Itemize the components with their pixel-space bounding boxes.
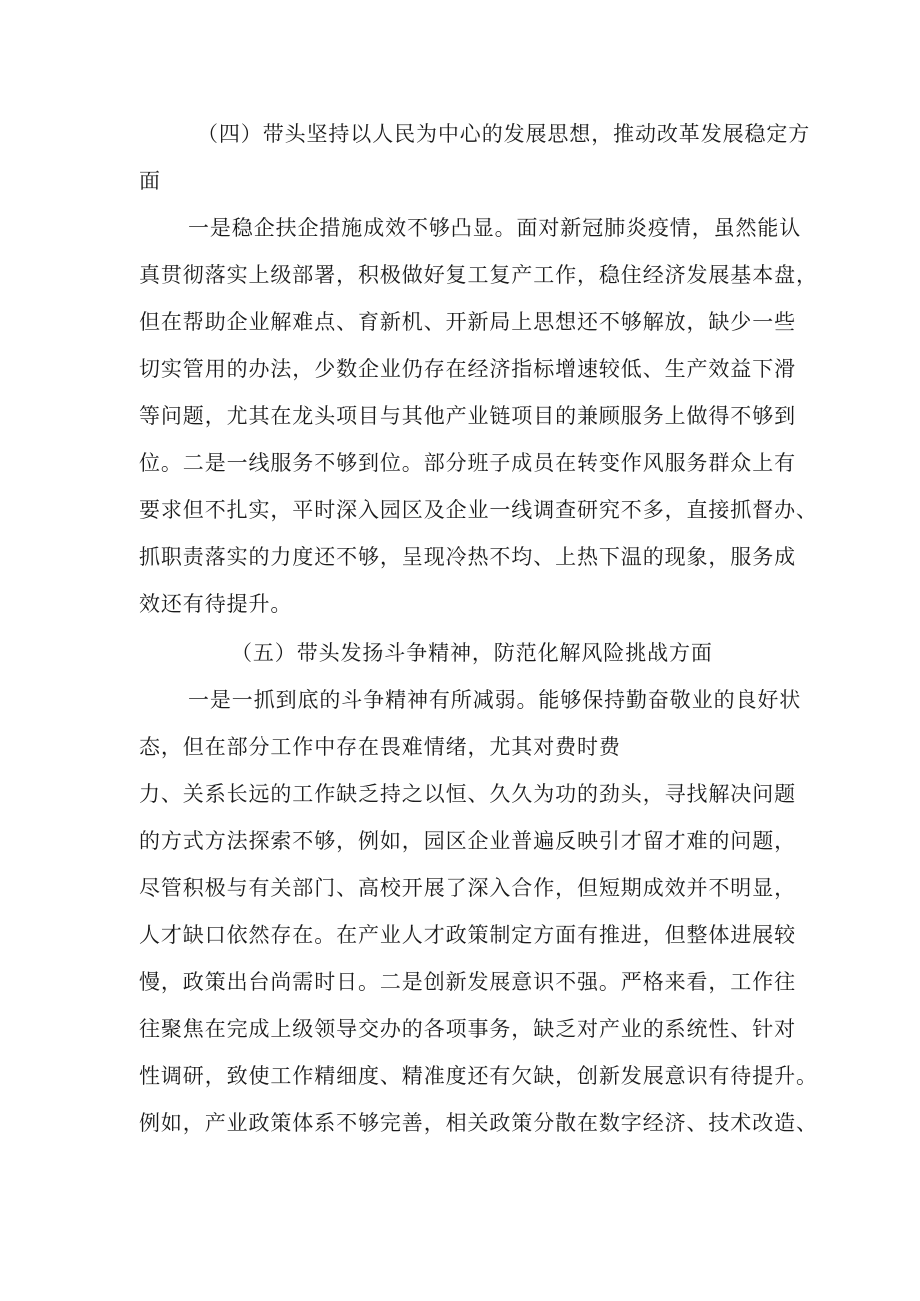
paragraph-1-line: 但在帮助企业解难点、育新机、开新局上思想还不够解放，缺少一些 — [139, 310, 796, 334]
paragraph-2-line: 力、关系长远的工作缺乏持之以恒、久久为功的劲头，寻找解决问题 — [139, 782, 796, 806]
paragraph-2-line: 性调研，致使工作精细度、精准度还有欠缺，创新发展意识有待提升。 — [139, 1064, 818, 1088]
paragraph-1-line: 等问题，尤其在龙头项目与其他产业链项目的兼顾服务上做得不够到 — [139, 404, 796, 428]
paragraph-2-line: 一是一抓到底的斗争精神有所减弱。能够保持勤奋敬业的良好状 — [188, 688, 802, 712]
paragraph-2-line: 尽管积极与有关部门、高校开展了深入合作，但短期成效并不明显， — [139, 876, 796, 900]
paragraph-1-line: 一是稳企扶企措施成效不够凸显。面对新冠肺炎疫情，虽然能认 — [188, 216, 802, 240]
paragraph-1-line: 真贯彻落实上级部署，积极做好复工复产工作，稳住经济发展基本盘， — [139, 263, 818, 287]
paragraph-2-line: 例如，产业政策体系不够完善，相关政策分散在数字经济、技术改造、 — [139, 1111, 818, 1135]
paragraph-2-line: 的方式方法探索不够，例如，园区企业普遍反映引才留才难的问题， — [139, 829, 796, 853]
paragraph-1-line: 效还有待提升。 — [139, 592, 293, 616]
section-4-heading-line-2: 面 — [139, 169, 161, 193]
paragraph-2-line: 人才缺口依然存在。在产业人才政策制定方面有推进，但整体进展较 — [139, 923, 796, 947]
section-5-heading: （五）带头发扬斗争精神，防范化解风险挑战方面 — [231, 641, 713, 665]
paragraph-1-line: 切实管用的办法，少数企业仍存在经济指标增速较低、生产效益下滑 — [139, 357, 796, 381]
paragraph-1-line: 位。二是一线服务不够到位。部分班子成员在转变作风服务群众上有 — [139, 451, 796, 475]
paragraph-1-line: 抓职责落实的力度还不够，呈现冷热不均、上热下温的现象，服务成 — [139, 545, 796, 569]
paragraph-2-line: 往聚焦在完成上级领导交办的各项事务，缺乏对产业的系统性、针对 — [139, 1017, 796, 1041]
paragraph-2-line: 慢，政策出台尚需时日。二是创新发展意识不强。严格来看，工作往 — [139, 970, 796, 994]
paragraph-2-line: 态，但在部分工作中存在畏难情绪，尤其对费时费 — [139, 735, 621, 759]
section-4-heading-line-1: （四）带头坚持以人民为中心的发展思想，推动改革发展稳定方 — [197, 122, 811, 146]
paragraph-1-line: 要求但不扎实，平时深入园区及企业一线调查研究不多，直接抓督办、 — [139, 498, 818, 522]
